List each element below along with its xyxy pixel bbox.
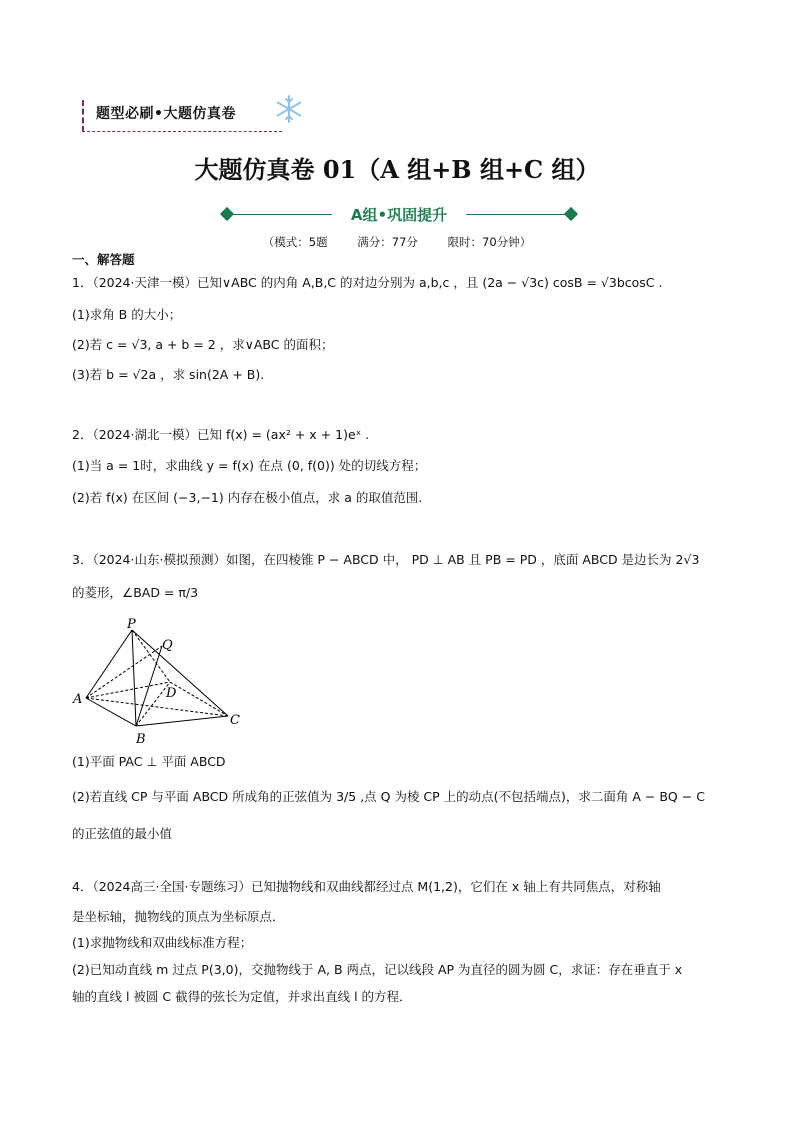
q3-part2-cont: 的正弦值的最小值 [72,826,173,841]
exam-full-score: 满分：77分 [357,235,418,249]
snowflake-icon [274,94,304,124]
q4-part1: (1)求抛物线和双曲线标准方程； [72,935,253,950]
label-d: D [166,686,177,701]
edge-pa [86,630,132,698]
label-a: A [73,692,83,707]
pyramid-figure [70,616,250,748]
q4-stem-cont: 是坐标轴，抛物线的顶点为坐标原点． [72,909,285,924]
edge-ac-hidden [86,698,228,716]
exam-info [0,234,794,250]
q4-part2: (2)已知动直线 m 过点 P(3,0)，交抛物线于 A, B 两点，记以线段 AP 为直径的圆为圆 C，求证：存在垂直于 x [72,962,683,977]
header-horizontal-rule [82,131,282,132]
edge-dc-hidden [170,682,228,716]
q2-stem: 2．（2024·湖北一模）已知 f(x) = (ax² + x + 1)eˣ . [72,427,370,442]
header-vertical-rule [82,100,84,132]
edge-aq-hidden [86,646,162,698]
label-q: Q [162,638,173,653]
q3-part1: (1)平面 PAC ⊥ 平面 ABCD [72,754,226,769]
q2-part1: (1)当 a = 1时，求曲线 y = f(x) 在点 (0, f(0)) 处的切线方程； [72,458,427,473]
header-tag: 题型必刷•大题仿真卷 [96,106,236,122]
page-title: 大题仿真卷 01（A 组+B 组+C 组） [194,155,600,184]
edge-ab [86,698,136,726]
label-b: B [136,732,146,747]
q4-part2-cont: 轴的直线 l 被圆 C 截得的弦长为定值，并求出直线 l 的方程． [72,989,412,1004]
exam-mode: （模式：5题 [262,235,328,249]
section-banner [218,204,580,226]
edge-bq [136,646,162,726]
exam-time-limit: 限时：70分钟） [447,235,532,249]
label-c: C [230,713,240,728]
edge-pc [132,630,228,716]
q2-part2: (2)若 f(x) 在区间 (−3,−1) 内存在极小值点，求 a 的取值范围. [72,490,423,505]
banner-label: A组•巩固提升 [350,206,448,224]
section-heading: 一、解答题 [72,252,135,267]
q3-stem: 3．（2024·山东·模拟预测）如图，在四棱锥 P − ABCD 中， PD ⊥ AB 且 PB = PD ，底面 ABCD 是边长为 2√3 [72,552,700,567]
q1-part1: (1)求角 B 的大小； [72,307,182,322]
edge-ad-hidden [86,682,170,698]
edge-pb [132,630,136,726]
q1-part2: (2)若 c = √3, a + b = 2 ，求∨ABC 的面积； [72,337,334,352]
q1-part3: (3)若 b = √2a ，求 sin(2A + B). [72,367,265,382]
edge-bd-hidden [136,682,170,726]
q4-stem: 4．（2024高三·全国·专题练习）已知抛物线和双曲线都经过点 M(1,2)，它们在 x 轴上有共同焦点，对称轴 [72,879,661,894]
edge-bc [136,716,228,726]
q3-stem-cont: 的菱形，∠BAD = π/3 [72,585,199,600]
banner-line-right [466,214,566,215]
label-p: P [127,617,136,632]
q3-part2: (2)若直线 CP 与平面 ABCD 所成角的正弦值为 3/5 ,点 Q 为棱 CP 上的动点(不包括端点)，求二面角 A − BQ − C [72,789,705,804]
q1-stem: 1．（2024·天津一模）已知∨ABC 的内角 A,B,C 的对边分别为 a,b,c ，且 (2a − √3c) cosB = √3bcosC . [72,275,663,290]
